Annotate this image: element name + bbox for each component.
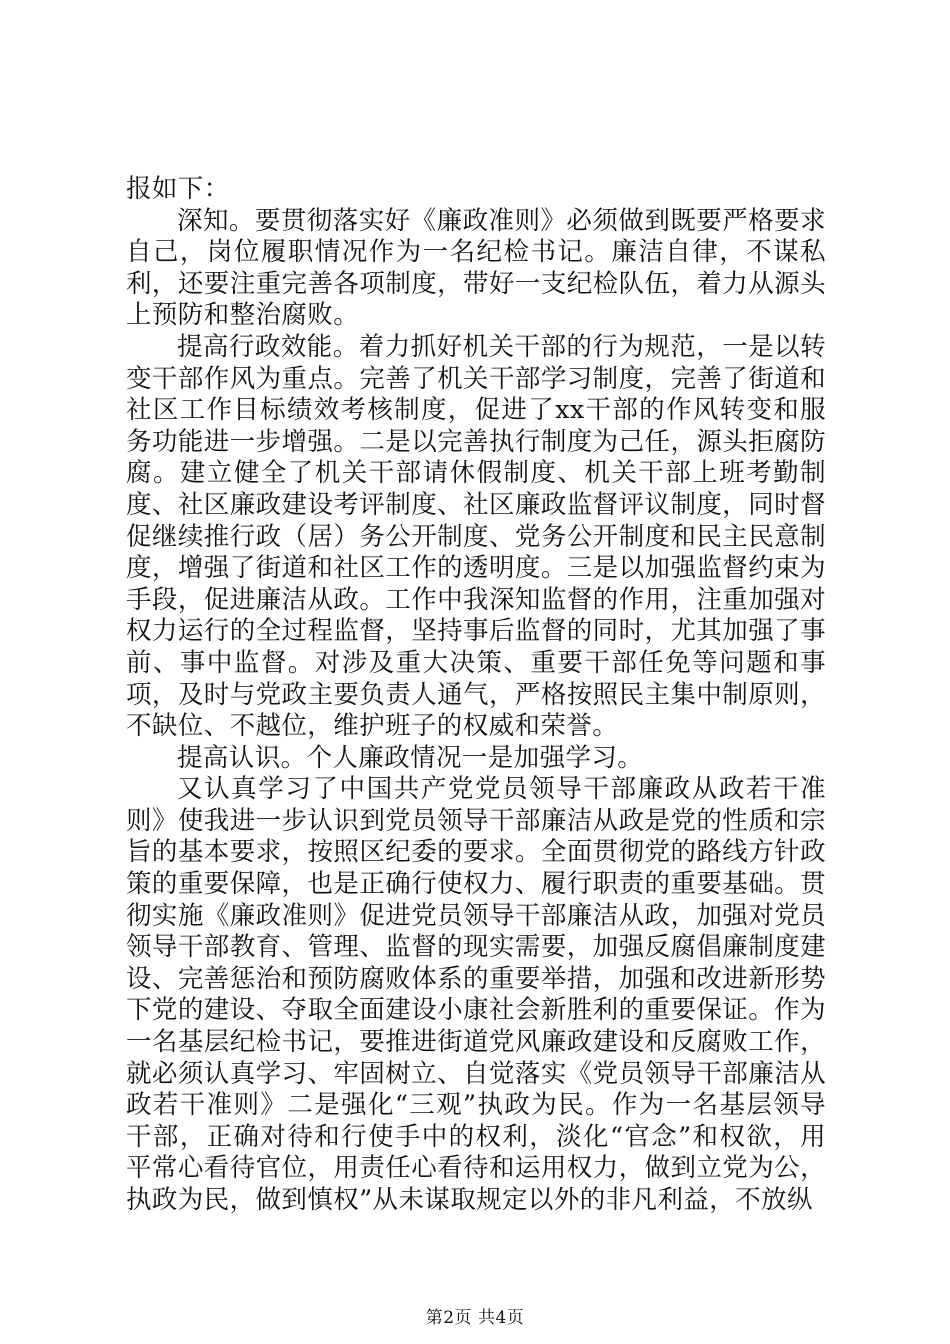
- paragraph-efficiency: 提高行政效能。着力抓好机关干部的行为规范，一是以转变干部作风为重点。完善了机关干部学习制度，完善了街道和社区工作目标绩效考核制度，促进了xx干部的作风转变和服务功能进一步增强。二是以完善执行制度为己任，源头拒腐防腐。建立健全了机关干部请休假制度、机关干部上班考勤制度、社区廉政建设考评制度、社区廉政监督评议制度，同时督促继续推行政（居）务公开制度、党务公开制度和民主民意制度，增强了街道和社区工作的透明度。三是以加强监督约束为手段，促进廉洁从政。工作中我深知监督的作用，注重加强对权力运行的全过程监督，坚持事后监督的同时，尤其加强了事前、事中监督。对涉及重大决策、重要干部任免等问题和事项，及时与党政主要负责人通气，严格按照民主集中制原则，不缺位、不越位，维护班子的权威和荣誉。: [126, 331, 826, 742]
- page-number-footer: 第2页 共4页: [425, 1308, 525, 1328]
- paragraph-awareness: 提高认识。个人廉政情况一是加强学习。: [177, 742, 644, 773]
- paragraph-study: 又认真学习了中国共产党党员领导干部廉政从政若干准则》使我进一步认识到党员领导干部廉洁从政是党的性质和宗旨的基本要求，按照区纪委的要求。全面贯彻党的路线方针政策的重要保障，也是正确行使权力、履行职责的重要基础。贯彻实施《廉政准则》促进党员领导干部廉洁从政，加强对党员领导干部教育、管理、监督的现实需要，加强反腐倡廉制度建设、完善惩治和预防腐败体系的重要举措，加强和改进新形势下党的建设、夺取全面建设小康社会新胜利的重要保证。作为一名基层纪检书记，要推进街道党风廉政建设和反腐败工作，就必须认真学习、牢固树立、自觉落实《党员领导干部廉洁从政若干准则》二是强化“三观”执政为民。作为一名基层领导干部，正确对待和行使手中的权利，淡化“官念”和权欲，用平常心看待官位，用责任心看待和运用权力，做到立党为公，执政为民，做到慎权”从未谋取规定以外的非凡利益，不放纵: [126, 774, 826, 1215]
- paragraph-intro: 报如下：: [126, 174, 230, 204]
- paragraph-understanding: 深知。要贯彻落实好《廉政准则》必须做到既要严格要求自己，岗位履职情况作为一名纪检书记。廉洁自律，不谋私利，还要注重完善各项制度，带好一支纪检队伍，着力从源头上预防和整治腐败。: [126, 205, 826, 331]
- document-body: [126, 174, 826, 1217]
